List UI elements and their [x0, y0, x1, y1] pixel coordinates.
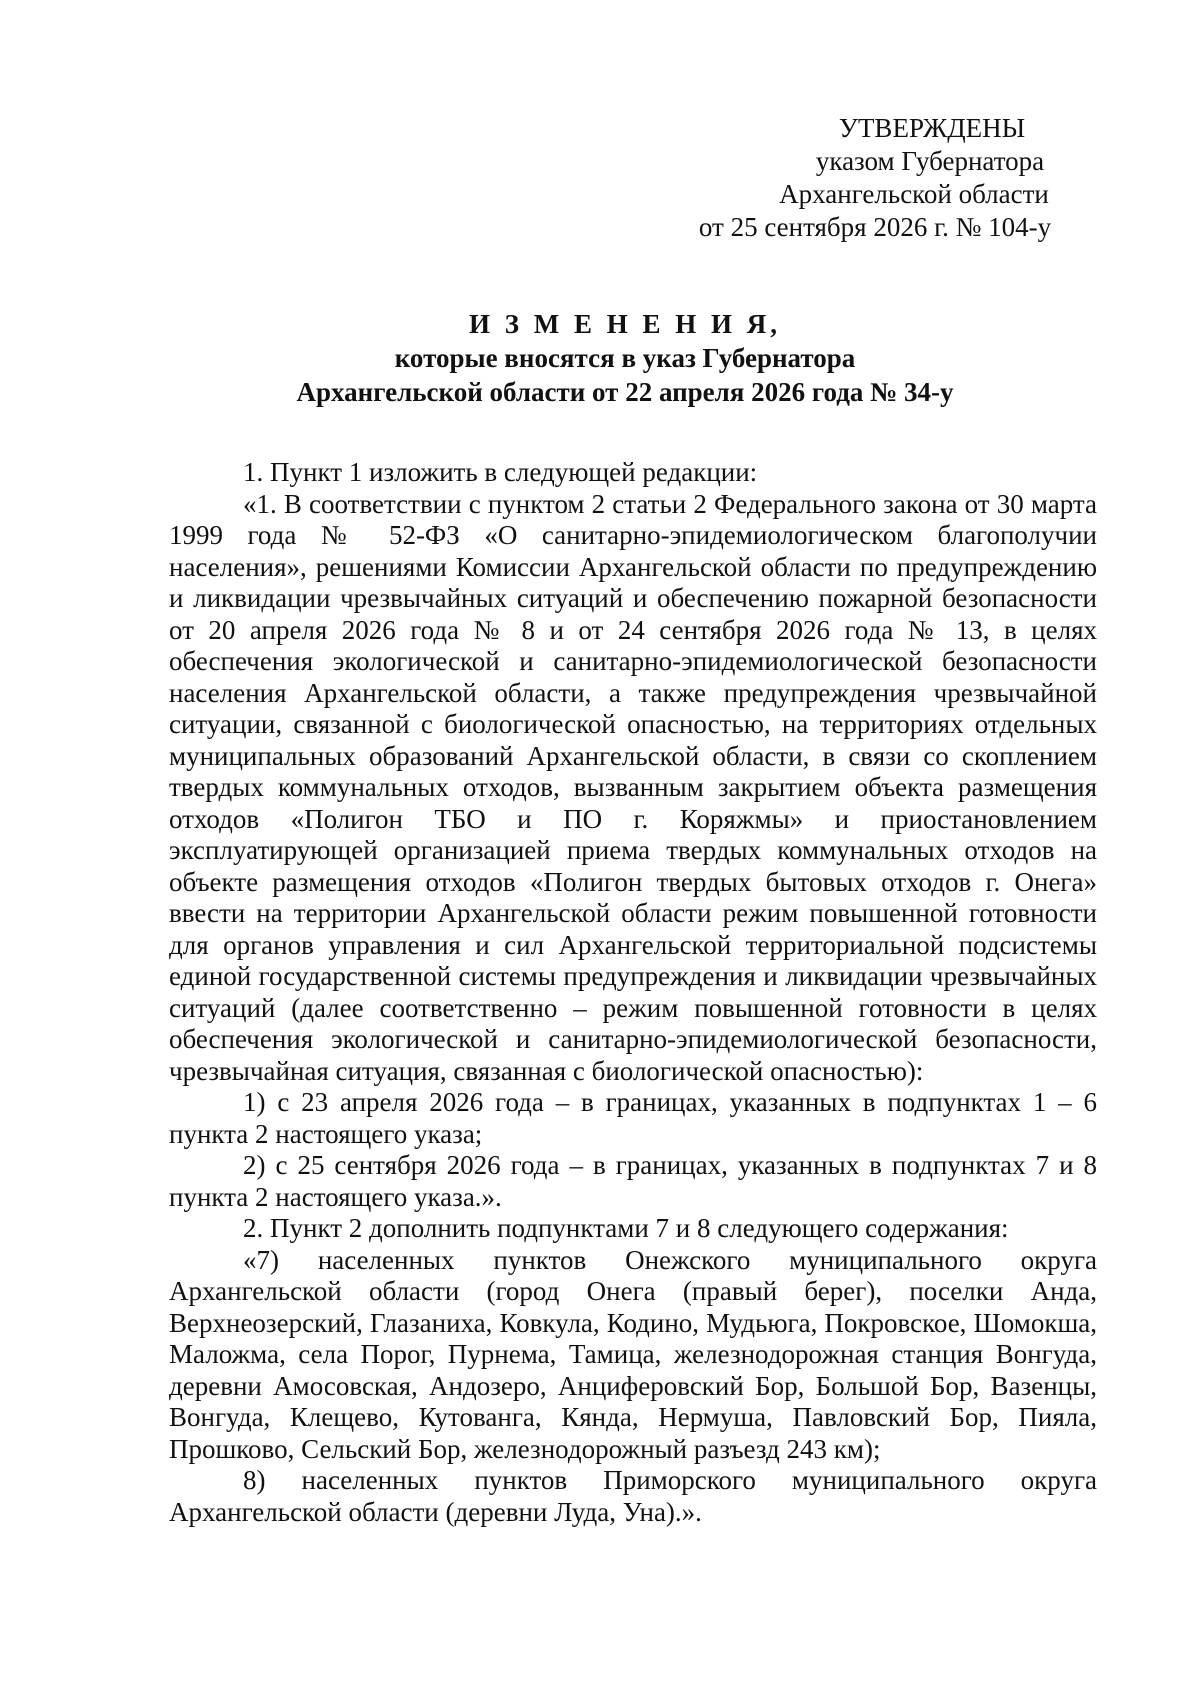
- title-subtitle-line2: Архангельской области от 22 апреля 2026 года № 34-у: [296, 377, 954, 407]
- paragraph-1: 1. Пункт 1 изложить в следующей редакции:: [243, 457, 758, 487]
- approval-by-decree: указом Губернатора: [815, 146, 1045, 176]
- paragraph-5: 2. Пункт 2 дополнить подпунктами 7 и 8 следующего содержания:: [243, 1213, 1009, 1243]
- approval-region: Архангельской области: [779, 179, 1049, 209]
- paragraph-3: 1) с 23 апреля 2026 года – в границах, указанных в подпунктах 1 – 6 пункта 2 настоящего указа;: [169, 1087, 1097, 1149]
- document-body: [169, 457, 1097, 1528]
- paragraph-2: «1. В соответствии с пунктом 2 статьи 2 Федерального закона от 30 марта 1999 года № 52-ФЗ «О санитарно-эпидемиологическом благополучии населения», решениями Комиссии Архангельской области по предупреждению и ликвидации чрезвычайных ситуаций и обеспечению пожарной безопасности от 20 апреля 2026 года № 8 и от 24 сентября 2026 года № 13, в целях обеспечения экологической и санитарно-эпидемиологической безопасности населения Архангельской области, а также предупреждения чрезвычайной ситуации, связанной с биологической опасностью, на территориях отдельных муниципальных образований Архангельской области, в связи со скоплением твердых коммунальных отходов, вызванным закрытием объекта размещения отходов «Полигон ТБО и ПО г. Коряжмы» и приостановлением эксплуатирующей организацией приема твердых коммунальных отходов на объекте размещения отходов «Полигон твердых бытовых отходов г. Онега» ввести на территории Архангельской области режим повышенной готовности для органов управления и сил Архангельской территориальной подсистемы единой государственной системы предупреждения и ликвидации чрезвычайных ситуаций (далее соответственно – режим повышенной готовности в целях обеспечения экологической и санитарно-эпидемиологической безопасности, чрезвычайная ситуация, связанная с биологической опасностью):: [169, 488, 1097, 1086]
- approval-stamp: [700, 112, 1120, 244]
- title-heading: И З М Е Н Е Н И Я,: [468, 309, 781, 339]
- approval-title: УТВЕРЖДЕНЫ: [838, 113, 1026, 143]
- title-subtitle-line1: которые вносятся в указ Губернатора: [394, 343, 856, 373]
- paragraph-7: 8) населенных пунктов Приморского муниципального округа Архангельской области (деревни Луда, Уна).».: [169, 1465, 1097, 1527]
- approval-date-number: от 25 сентября 2026 г. № 104-у: [698, 212, 1052, 242]
- document-title: [160, 307, 1090, 409]
- paragraph-6: «7) населенных пунктов Онежского муниципального округа Архангельской области (город Онега (правый берег), поселки Анда, Верхнеозерский, Глазаниха, Ковкула, Кодино, Мудьюга, Покровское, Шомокша, Маложма, села Порог, Пурнема, Тамица, железнодорожная станция Вонгуда, деревни Амосовская, Андозеро, Анциферовский Бор, Большой Бор, Вазенцы, Вонгуда, Клещево, Кутованга, Кянда, Нермуша, Павловский Бор, Пияла, Прошково, Сельский Бор, железнодорожный разъезд 243 км);: [169, 1244, 1097, 1464]
- paragraph-4: 2) с 25 сентября 2026 года – в границах, указанных в подпунктах 7 и 8 пункта 2 настоящего указа.».: [169, 1150, 1097, 1212]
